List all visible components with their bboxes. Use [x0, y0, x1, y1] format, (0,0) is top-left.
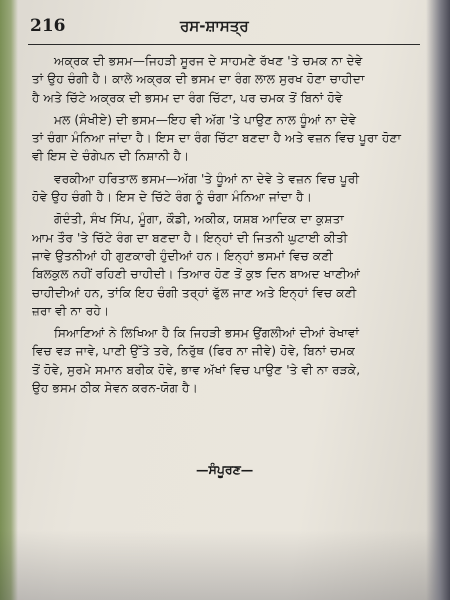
text-line: ਅਕ੍ਰਕ ਦੀ ਭਸਮ—ਜਿਹੜੀ ਸੂਰਜ ਦੇ ਸਾਹਮਣੇ ਰੱਖਣ 'ਤੇ ਚਮਕ ਨਾ ਦੇਵੇ — [54, 54, 363, 68]
text-line: ਗੋਦੰਤੀ, ਸੰਖ ਸਿੱਪ, ਮੂੰਗਾ, ਕੌਡੀ, ਅਕੀਕ, ਯਸ਼ਬ ਆਦਿਕ ਦਾ ਕੁਸ਼ਤਾ — [54, 212, 344, 227]
text-line: ਵਰਕੀਆ ਹਰਿਤਾਲ ਭਸਮ—ਅੱਗ 'ਤੇ ਧੂੰਆਂ ਨਾ ਦੇਵੇ ਤੇ ਵਜ਼ਨ ਵਿਚ ਪੂਰੀ — [54, 171, 360, 186]
page-body — [32, 52, 417, 401]
text-line: ਵੀ ਇਸ ਦੇ ਚੰਗੇਪਨ ਦੀ ਨਿਸ਼ਾਨੀ ਹੈ। — [32, 149, 190, 164]
text-line: ਆਮ ਤੌਰ 'ਤੇ ਚਿੱਟੇ ਰੰਗ ਦਾ ਬਣਦਾ ਹੈ। ਇਨ੍ਹਾਂ ਦੀ ਜਿਤਨੀ ਘੁਟਾਈ ਕੀਤੀ — [32, 230, 348, 245]
text-line: ਚਾਹੀਦੀਆਂ ਹਨ, ਤਾਂਕਿ ਇਹ ਚੰਗੀ ਤਰ੍ਹਾਂ ਫੁੱਲ ਜਾਣ ਅਤੇ ਇਨ੍ਹਾਂ ਵਿਚ ਕਣੀ — [32, 285, 357, 300]
text-line: ਜ਼ਰਾ ਵੀ ਨਾ ਰਹੇ। — [32, 303, 110, 318]
page-bottom-shadow — [0, 530, 450, 600]
text-line: ਉਹ ਭਸਮ ਠੀਕ ਸੇਵਨ ਕਰਨ-ਯੋਗ ਹੈ। — [32, 381, 198, 396]
text-line: ਹੈ ਅਤੇ ਚਿੱਟੇ ਅਕ੍ਰਕ ਦੀ ਭਸਮ ਦਾ ਰੰਗ ਚਿੱਟਾ, ਪਰ ਚਮਕ ਤੋਂ ਬਿਨਾਂ ਹੋਵੇ — [32, 90, 343, 105]
text-line: ਤਾਂ ਉਹ ਚੰਗੀ ਹੈ। ਕਾਲੇ ਅਕ੍ਰਕ ਦੀ ਭਸਮ ਦਾ ਰੰਗ ਲਾਲ ਸੁਰਖ ਹੋਣਾ ਚਾਹੀਦਾ — [32, 72, 365, 87]
paragraph-2 — [32, 111, 417, 166]
paragraph-1 — [32, 52, 417, 107]
end-mark: —ਸੰਪੂਰਣ— — [196, 462, 254, 477]
text-line: ਮਲ (ਸੰਖੀਏ) ਦੀ ਭਸਮ—ਇਹ ਵੀ ਅੱਗ 'ਤੇ ਪਾਉਣ ਨਾਲ ਧੂੰਆਂ ਨਾ ਦੇਵੇ — [54, 112, 357, 127]
header-rule — [28, 44, 420, 45]
text-line: ਬਿਲਕੁਲ ਨਹੀਂ ਰਹਿਣੀ ਚਾਹੀਦੀ। ਤਿਆਰ ਹੋਣ ਤੋਂ ਕੁਝ ਦਿਨ ਬਾਅਦ ਖਾਣੀਆਂ — [32, 267, 361, 282]
page-header — [30, 16, 415, 40]
text-line: ਹੋਵੇ ਉਹ ਚੰਗੀ ਹੈ। ਇਸ ਦੇ ਚਿੱਟੇ ਰੰਗ ਨੂੰ ਚੰਗਾ ਮੰਨਿਆ ਜਾਂਦਾ ਹੈ। — [32, 190, 313, 205]
paragraph-5 — [32, 324, 417, 397]
paragraph-4 — [32, 210, 417, 320]
text-line: ਸਿਆਣਿਆਂ ਨੇ ਲਿਖਿਆ ਹੈ ਕਿ ਜਿਹੜੀ ਭਸਮ ਉਂਗਲੀਆਂ ਦੀਆਂ ਰੇਖਾਵਾਂ — [54, 326, 360, 341]
text-line: ਤਾਂ ਚੰਗਾ ਮੰਨਿਆ ਜਾਂਦਾ ਹੈ। ਇਸ ਦਾ ਰੰਗ ਚਿੱਟਾ ਬਣਦਾ ਹੈ ਅਤੇ ਵਜ਼ਨ ਵਿਚ ਪੂਰਾ ਹੋਣਾ — [32, 131, 402, 146]
text-line: ਤੋਂ ਹੋਵੇ, ਸੁਰਮੇ ਸਮਾਨ ਬਰੀਕ ਹੋਵੇ, ਭਾਵ ਅੱਖਾਂ ਵਿਚ ਪਾਉਣ 'ਤੇ ਵੀ ਨਾ ਰੜਕੇ, — [32, 362, 361, 377]
paragraph-3 — [32, 170, 417, 207]
page-right-shadow — [426, 0, 450, 600]
text-line: ਵਿਚ ਵੜ ਜਾਵੇ, ਪਾਣੀ ਉੱਤੇ ਤਰੇ, ਨਿਰੁੱਥ (ਫਿਰ ਨਾ ਜੀਵੇ) ਹੋਵੇ, ਬਿਨਾਂ ਚਮਕ — [32, 344, 355, 359]
running-title: ਰਸ-ਸ਼ਾਸਤ੍ਰ — [180, 17, 249, 35]
text-line: ਜਾਵੇ ਉਤਨੀਆਂ ਹੀ ਗੁਣਕਾਰੀ ਹੁੰਦੀਆਂ ਹਨ। ਇਨ੍ਹਾਂ ਭਸਮਾਂ ਵਿਚ ਕਣੀ — [32, 248, 334, 263]
background-grass-edge — [0, 0, 18, 600]
page-number: 216 — [30, 16, 66, 36]
